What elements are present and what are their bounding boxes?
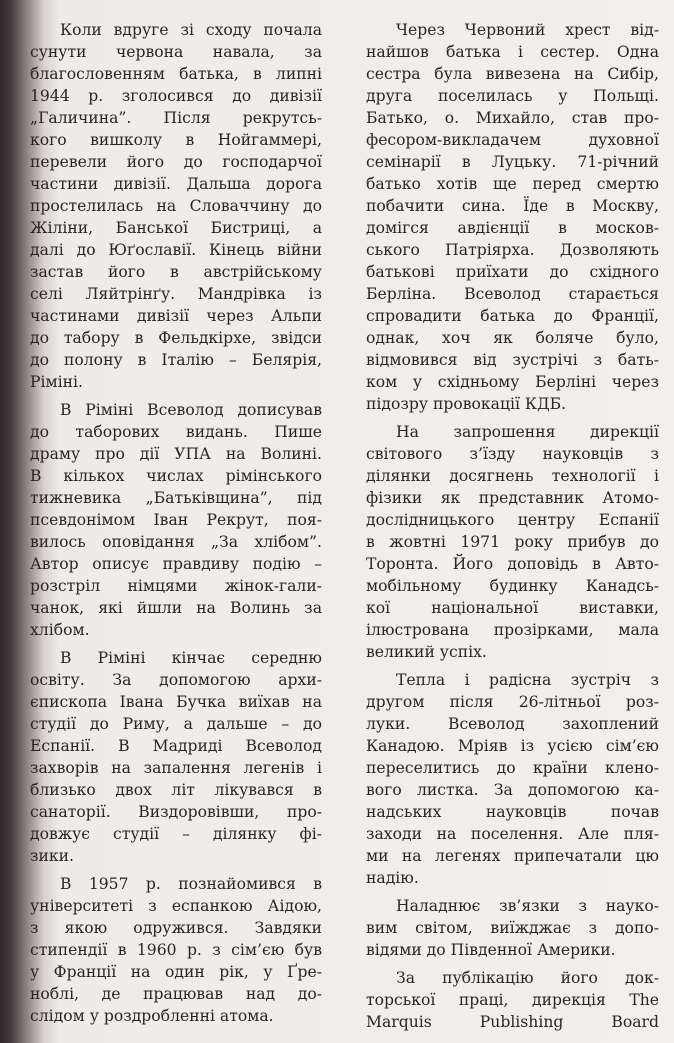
text-line: чанок, які йшли на Волинь за: [30, 599, 322, 617]
text-line: Коли вдруге зі сходу почала: [60, 21, 322, 39]
text-line: мобільному будинку Канадсь-: [366, 577, 659, 595]
text-line: селі Ляйтрінґу. Мандрівка із: [30, 285, 322, 303]
text-line: ком у східньому Берліні через: [366, 373, 659, 391]
text-line: ділянки досягнень технології і: [366, 467, 659, 485]
text-line: надських науковців почав: [366, 803, 659, 821]
text-line: санаторії. Виздоровівши, про-: [30, 803, 322, 821]
paragraph: [30, 873, 322, 1027]
text-line: ми на легенях припечатали цю: [366, 847, 659, 865]
text-line: підозру провокації КДБ.: [366, 395, 567, 413]
text-line: до табору в Фельдкірхе, звідси: [30, 329, 322, 347]
text-line: В 1957 р. познайомився в: [60, 875, 322, 893]
text-line: фесором-викладачем духовної: [366, 131, 659, 149]
text-line: кого вишколу в Нойгаммері,: [30, 131, 322, 149]
text-line: розстріл німцями жінок-гали-: [30, 577, 322, 595]
text-line: до таборових видань. Пише: [30, 423, 322, 441]
text-line: На запрошення дирекції: [396, 423, 659, 441]
text-line: семінарії в Луцьку. 71-річний: [366, 153, 659, 171]
text-line: дослідницького центру Еспанії: [366, 511, 659, 529]
text-line: освіту. За допомогою архи-: [30, 671, 322, 689]
text-line: в жовтні 1971 року прибув до: [366, 533, 659, 551]
text-column-right: [366, 19, 659, 1039]
text-line: друга поселилась у Польщі.: [366, 87, 659, 105]
text-line: В кількох числах рімінського: [30, 467, 322, 485]
text-line: 1944 р. зголосився до дивізії: [30, 87, 322, 105]
text-line: надію.: [366, 869, 419, 887]
text-line: простелилась на Словаччину до: [30, 197, 322, 215]
text-line: Через Червоний хрест від-: [396, 21, 659, 39]
text-line: вилось оповідання „За хлібом”.: [30, 533, 322, 551]
text-line: Батько, о. Михайло, став про-: [366, 109, 659, 127]
text-line: найшов батька і сестер. Одна: [366, 43, 659, 61]
text-line: Автор описує правдиву подію –: [30, 555, 322, 573]
text-line: Канадою. Мріяв із усією сім’єю: [366, 737, 659, 755]
text-line: спровадити батька до Франції,: [366, 307, 659, 325]
paragraph: [366, 967, 659, 1033]
text-line: університеті з еспанкою Аідою,: [30, 897, 322, 915]
text-line: псевдонімом Іван Рекрут, поя-: [30, 511, 322, 529]
text-line: драму про дії УПА на Волині.: [30, 445, 322, 463]
paragraph: [366, 895, 659, 961]
text-line: домігся авдієнції в москов-: [366, 219, 659, 237]
text-line: далі до Юґославії. Кінець війни: [30, 241, 322, 259]
text-line: Торонта. Його доповідь в Авто-: [366, 555, 659, 573]
text-line: батько хотів ще перед смертю: [366, 175, 659, 193]
text-line: благословенням батька, в липні: [30, 65, 322, 83]
text-line: студії до Риму, а дальше – до: [30, 715, 322, 733]
text-line: з якою одружився. Завдяки: [30, 919, 322, 937]
text-line: зики.: [30, 847, 74, 865]
text-line: За публікацію його док-: [396, 969, 659, 987]
text-line: однак, хоч як боляче було,: [366, 329, 659, 347]
text-line: до полону в Італію – Белярія,: [30, 351, 322, 369]
text-line: фізики як представник Атомо-: [366, 489, 659, 507]
text-line: батькові приїхати до східного: [366, 263, 659, 281]
text-line: сестра була вивезена на Сибір,: [366, 65, 659, 83]
text-line: близько двох літ лікувався в: [30, 781, 322, 799]
text-line: луки. Всеволод захоплений: [366, 715, 659, 733]
text-line: слідом у роздробленні атома.: [30, 1007, 274, 1025]
text-line: Еспанії. В Мадриді Всеволод: [30, 737, 322, 755]
paragraph: [366, 421, 659, 663]
text-line: ноблі, де працював над до-: [30, 985, 322, 1003]
paragraph: [366, 669, 659, 889]
text-line: світового з’їзду науковців з: [366, 445, 659, 463]
text-column-left: [30, 19, 322, 1033]
paragraph: [30, 399, 322, 641]
text-line: В Ріміні кінчає середню: [60, 649, 322, 667]
paragraph: [30, 19, 322, 393]
text-line: відмовився від зустрічі з бать-: [366, 351, 659, 369]
text-line: Тепла і радісна зустріч з: [396, 671, 659, 689]
text-line: стипендії в 1960 р. з сім’єю був: [30, 941, 322, 959]
text-line: великий успіх.: [366, 643, 487, 661]
text-line: Наладнює зв’язки з науко-: [396, 897, 659, 915]
text-line: Ріміні.: [30, 373, 83, 391]
text-line: сунути червона навала, за: [30, 43, 322, 61]
text-line: Берліна. Всеволод старається: [366, 285, 659, 303]
text-line: Marquis Publishing Board: [366, 1013, 659, 1031]
text-line: заходи на поселення. Але пля-: [366, 825, 659, 843]
text-line: переселитись до країни клено-: [366, 759, 659, 777]
paragraph: [30, 647, 322, 867]
text-line: застав його в австрійському: [30, 263, 322, 281]
text-line: відями до Південної Америки.: [366, 941, 616, 959]
text-line: частинами дивізії через Альпи: [30, 307, 322, 325]
text-line: захворів на запалення легенів і: [30, 759, 322, 777]
text-line: В Ріміні Всеволод дописував: [60, 401, 322, 419]
text-line: другом після 26-літньої роз-: [366, 693, 659, 711]
text-line: довжує студії – ділянку фі-: [30, 825, 322, 843]
text-line: Жіліни, Банської Бистриці, а: [30, 219, 322, 237]
text-line: у Франції на один рік, у Ґре-: [30, 963, 322, 981]
text-line: ілюстрована прозірками, мала: [366, 621, 659, 639]
text-line: частини дивізії. Дальша дорога: [30, 175, 322, 193]
text-line: вим світом, виїжджає з допо-: [366, 919, 659, 937]
text-line: хлібом.: [30, 621, 90, 639]
text-line: кої національної виставки,: [366, 599, 659, 617]
text-line: ського Патріярха. Дозволяють: [366, 241, 659, 259]
text-line: єпископа Івана Бучка виїхав на: [30, 693, 322, 711]
text-line: перевели його до господарчої: [30, 153, 322, 171]
paragraph: [366, 19, 659, 415]
text-line: торської праці, дирекція The: [366, 991, 659, 1009]
text-line: тижневика „Батьківщина”, під: [30, 489, 322, 507]
text-line: побачити сина. Їде в Москву,: [366, 197, 659, 215]
text-line: вого листка. За допомогою ка-: [366, 781, 659, 799]
text-line: „Галичина”. Після рекрутсь-: [30, 109, 322, 127]
